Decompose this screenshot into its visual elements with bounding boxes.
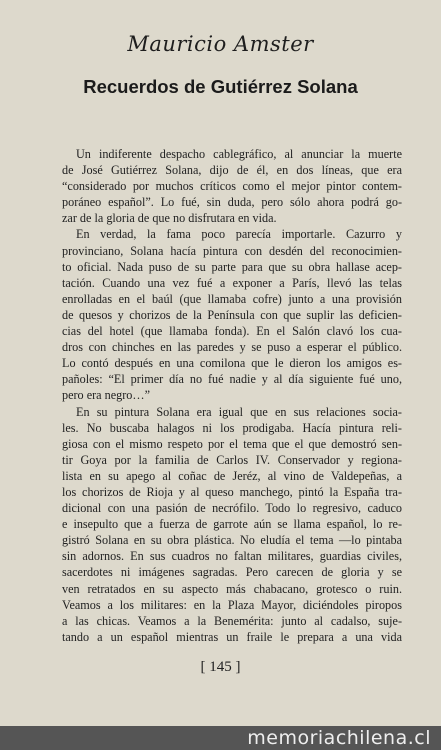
text-line: poráneo español”. Lo fué, sin duda, pero sólo ahora podrá go- — [62, 195, 402, 210]
text-line: dros con chinches en las paredes y se puso a esperar el público. — [62, 340, 402, 355]
text-line: Un indiferente despacho cablegráfico, al anunciar la muerte — [76, 147, 402, 161]
text-line: provinciano, Solana hacía pintura con desdén del reconocimien- — [62, 243, 402, 258]
text-line: “considerado por muchos críticos como el mejor pintor contem- — [62, 179, 402, 194]
text-line: lista en su apego al coñac de Jeréz, al vino de Valdepeñas, a — [62, 468, 402, 483]
text-line: de quesos y chorizos de la Península con que suplir las deficien- — [62, 307, 402, 322]
text-line: a las chicas. Veamos a la Benemérita: junto al cadalso, suje- — [62, 613, 402, 628]
text-line: Veamos a los militares: en la Plaza Mayor, diciéndoles piropos — [62, 597, 402, 612]
article-body — [62, 146, 402, 645]
text-line: tir Goya por la familia de Carlos IV. Conservador y regiona- — [62, 452, 402, 467]
text-line: sacerdotes ni imágenes sagradas. Pero carecen de gloria y se — [62, 565, 402, 580]
page-number: [ 145 ] — [200, 659, 241, 675]
text-line: de José Gutiérrez Solana, dijo de él, en dos líneas, que era — [62, 163, 402, 178]
article-title: Recuerdos de Gutiérrez Solana — [83, 76, 358, 97]
text-line: enrolladas en el baúl (que llamaba cofre) junto a una provisión — [62, 291, 402, 306]
text-line: e insepulto que a fuerza de garrote aún se llama español, lo re- — [62, 517, 402, 532]
text-line: Lo contó después en una comilona que le dieron los amigos es- — [62, 356, 402, 371]
paragraph-2 — [62, 226, 402, 403]
footer-bar — [0, 726, 441, 750]
text-line: En verdad, la fama poco parecía importarle. Cazurro y — [76, 227, 402, 242]
site-watermark: memoriachilena.cl — [247, 727, 431, 749]
text-line: giosa con el mismo respeto por el tema que el que demostró sen- — [62, 436, 402, 451]
text-line: sin adornos. En sus cuadros no faltan militares, guardias civiles, — [62, 549, 402, 564]
text-line: zar de la gloria de que no disfrutara en vida. — [62, 211, 277, 226]
text-line: les. No buscaba halagos ni los prodigaba. Hacía pintura reli- — [62, 420, 402, 435]
paragraph-3 — [62, 404, 402, 645]
author-name: Mauricio Amster — [127, 32, 314, 56]
text-line: tando a un español mientras un fraile le prepara a una vida — [62, 629, 402, 644]
text-line: ven retratados en su aspecto más chabacano, grotesco o ruin. — [62, 581, 402, 596]
text-line: dicional con una pasión de necrófilo. Todo lo regresivo, caduco — [62, 501, 402, 516]
text-line: cias del hotel (que llamaba fonda). En el Salón clavó los cua- — [62, 324, 402, 339]
text-line: pero era negro…” — [62, 388, 150, 403]
paragraph-1 — [62, 146, 402, 226]
text-line: to oficial. Nada puso de su parte para que su obra hallase acep- — [62, 259, 402, 274]
text-line: pañoles: “El primer día no fué nadie y al día siguiente fué uno, — [62, 372, 402, 387]
text-line: gistró Solana en su obra plástica. No eludía el tema —lo pintaba — [62, 533, 402, 548]
text-line: los chorizos de Rioja y al queso manchego, pintó la España tra- — [62, 484, 402, 499]
text-line: tación. Cuando una vez fué a exponer a París, llevó las telas — [62, 275, 402, 290]
text-line: En su pintura Solana era igual que en sus relaciones socia- — [76, 404, 402, 419]
